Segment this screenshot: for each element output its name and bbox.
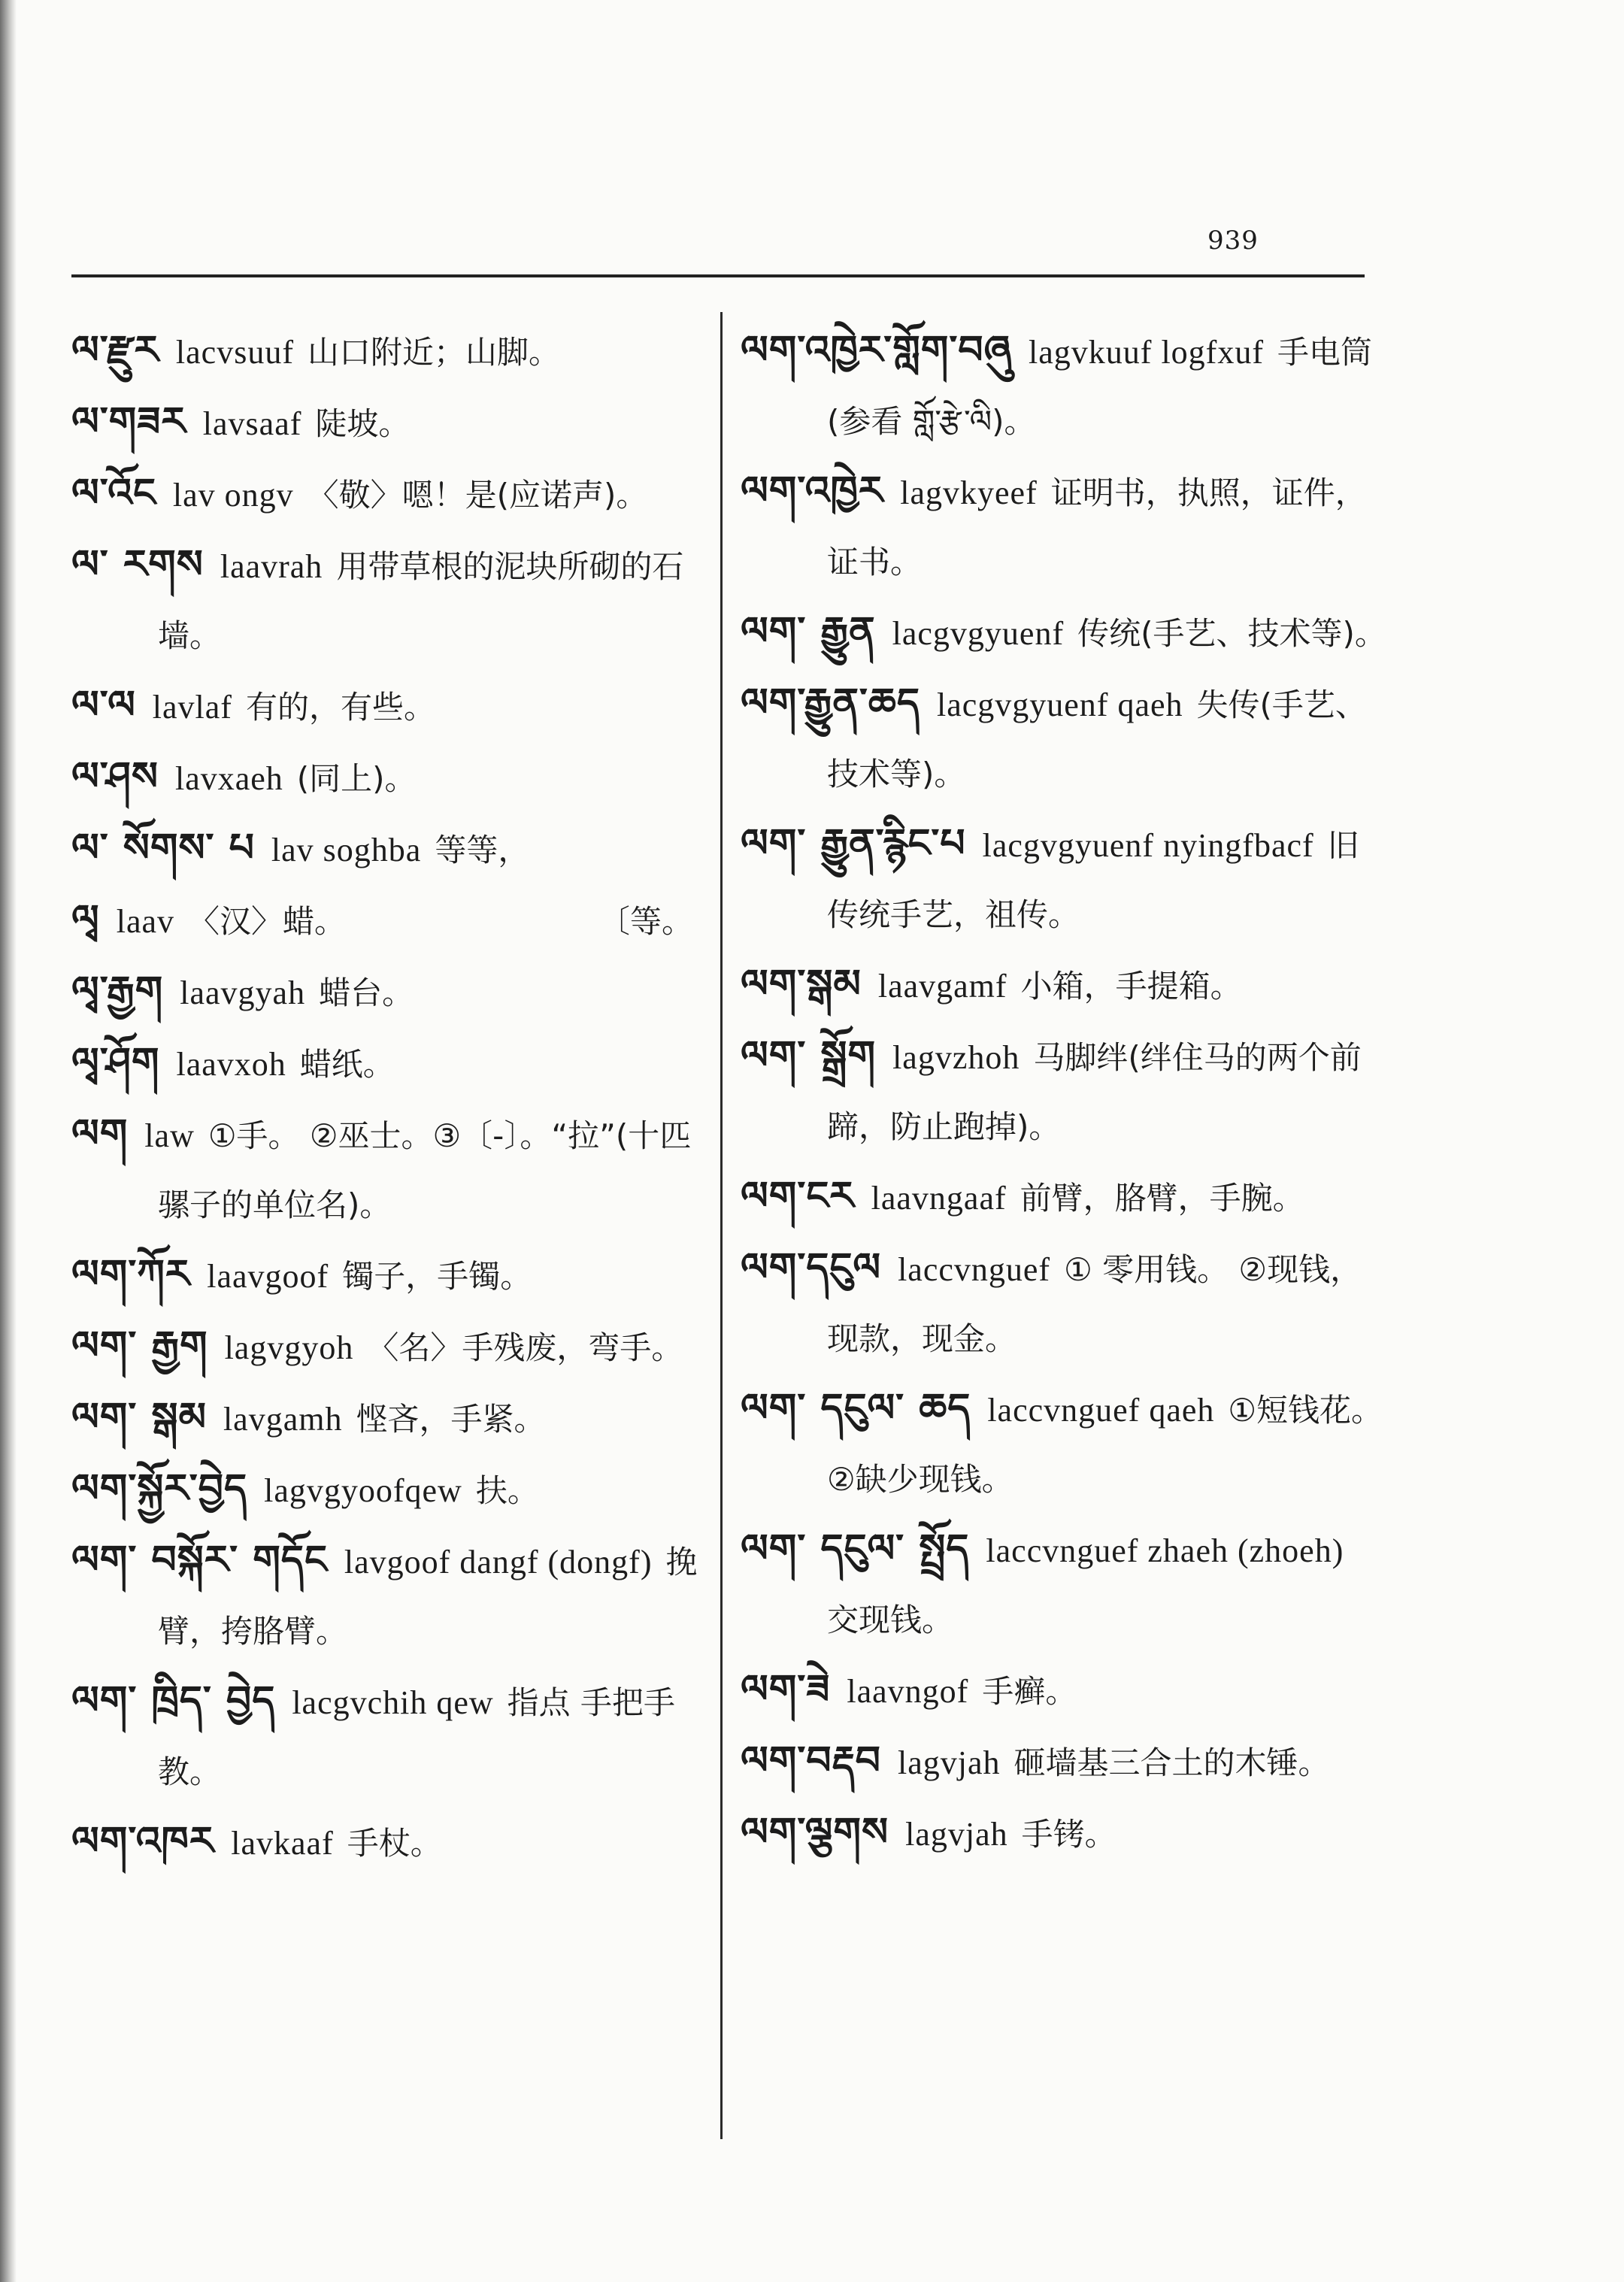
- dictionary-entry: [71, 316, 707, 387]
- headword-tibetan: ལྭ: [71, 897, 100, 942]
- gloss-chinese: 陡坡。: [315, 405, 411, 442]
- gloss-chinese: 砸墙基三合土的木锤。: [1013, 1744, 1330, 1781]
- headword-tibetan: ལག་རྒྱུན་ཆད: [741, 680, 920, 726]
- dictionary-entry: [71, 1807, 707, 1878]
- transliteration: laavngaaf: [871, 1180, 1007, 1217]
- gloss-chinese: ① 零用钱。 ②现钱，现款，现金。: [827, 1251, 1362, 1357]
- dictionary-entry: [741, 1726, 1387, 1798]
- gloss-chinese: (同上)。: [296, 760, 417, 797]
- transliteration: lav ongv: [172, 477, 294, 514]
- headword-tibetan: ལ་ སོགས་ པ: [71, 826, 255, 871]
- dictionary-entry: [741, 950, 1387, 1021]
- headword-tibetan: ལག་ བསྐོར་ གདོང: [71, 1538, 328, 1583]
- dictionary-entry: [741, 456, 1387, 597]
- headword-tibetan: ལག་འཁྱེར་གློག་བཞུ: [741, 328, 1013, 373]
- dictionary-entry: [741, 1233, 1387, 1374]
- right-column: [741, 316, 1404, 1869]
- gloss-chinese: 手铐。: [1021, 1816, 1116, 1853]
- transliteration: lagvgyoofqew: [264, 1472, 462, 1509]
- transliteration: laavrah: [220, 548, 323, 585]
- gloss-chinese: 镯子，手镯。: [342, 1258, 532, 1295]
- transliteration: laavngof: [847, 1673, 969, 1710]
- headword-tibetan: ལག་འཁྱེར: [741, 468, 884, 514]
- headword-tibetan: ལག་ཟེ: [741, 1667, 831, 1712]
- dictionary-entry: [71, 459, 707, 530]
- gloss-chinese: 传统(手艺、技术等)。: [1077, 615, 1386, 652]
- transliteration: lacgvgyuenf qaeh: [936, 686, 1183, 723]
- headword-tibetan: ལག་ རྒྱུན: [741, 609, 876, 654]
- dictionary-entry: [71, 885, 707, 956]
- transliteration: lavgoof dangf (dongf): [344, 1544, 653, 1580]
- gloss-chinese: 挽臂，挎胳臂。: [158, 1544, 698, 1650]
- transliteration: lagvzhoh: [892, 1039, 1020, 1076]
- transliteration: lacvsuuf: [175, 334, 294, 371]
- headword-tibetan: ལྭ་ཤོག: [71, 1040, 160, 1085]
- transliteration: lavxaeh: [174, 760, 283, 797]
- dictionary-entry: [741, 1162, 1387, 1233]
- headword-tibetan: ལ་ལ: [71, 683, 136, 728]
- dictionary-entry: [71, 1028, 707, 1099]
- transliteration: lagvkyeef: [900, 474, 1038, 511]
- dictionary-entry: [71, 742, 707, 814]
- gloss-chinese: ①短钱花。 ②缺少现钱。: [827, 1392, 1383, 1498]
- transliteration: law: [144, 1117, 195, 1154]
- dictionary-entry: [741, 597, 1387, 668]
- dictionary-entry: [741, 316, 1404, 456]
- left-column: [71, 316, 707, 1878]
- gloss-chinese: 有的，有些。: [245, 689, 435, 726]
- dictionary-entry: [741, 1655, 1387, 1726]
- column-divider: [720, 312, 723, 2139]
- gloss-chinese: 〈敬〉嗯！是(应诺声)。: [307, 477, 648, 514]
- dictionary-entry: [71, 1383, 707, 1454]
- page-number: 939: [1207, 226, 1259, 256]
- gloss-chinese: 马脚绊(绊住马的两个前蹄，防止跑掉)。: [827, 1039, 1362, 1145]
- dictionary-entry: [71, 1099, 707, 1240]
- transliteration: laavgamf: [877, 968, 1007, 1005]
- gloss-chinese: 手杖。: [347, 1825, 442, 1862]
- headword-tibetan: ལག་ སྒྲོག: [741, 1033, 877, 1078]
- transliteration: lagvjah: [905, 1816, 1008, 1853]
- transliteration: lacgvgyuenf: [892, 615, 1065, 652]
- gloss-chinese: 失传(手艺、技术等)。: [827, 686, 1367, 792]
- gloss-chinese: 用带草根的泥块所砌的石墙。: [158, 548, 684, 654]
- headword-tibetan: ལག་ དངུལ་ ཆད: [741, 1386, 971, 1431]
- dictionary-entry: [71, 1311, 707, 1383]
- gloss-chinese: 〈汉〉蜡。 〔等。: [188, 903, 694, 940]
- transliteration: lagvgyoh: [224, 1329, 354, 1366]
- transliteration: lavkaaf: [231, 1825, 334, 1862]
- gloss-chinese: 旧传统手艺，祖传。: [827, 827, 1359, 933]
- gloss-chinese: 蜡纸。: [299, 1046, 395, 1083]
- headword-tibetan: ལྭ་རྒྱག: [71, 968, 164, 1014]
- headword-tibetan: ལག་ རྒྱུན་རྙིང་པ: [741, 821, 966, 866]
- headword-tibetan: ལ་རྫུར: [71, 328, 159, 373]
- dictionary-entry: [741, 668, 1387, 809]
- headword-tibetan: ལག་སྒམ: [741, 962, 862, 1007]
- gloss-chinese: 手电筒 (参看 གློ་རྩེ་ལི)。: [827, 334, 1404, 440]
- headword-tibetan: ལག: [71, 1111, 129, 1156]
- headword-tibetan: ལག་ རྒྱག: [71, 1323, 208, 1368]
- gloss-chinese: 小箱，手提箱。: [1020, 968, 1242, 1005]
- headword-tibetan: ལ་ཤས: [71, 754, 159, 799]
- gloss-chinese: 交现钱。: [827, 1602, 954, 1638]
- transliteration: lacgvgyuenf nyingfbacf: [982, 827, 1314, 864]
- gloss-chinese: 蜡台。: [319, 974, 414, 1011]
- gloss-chinese: 等等，: [435, 832, 530, 868]
- transliteration: lavsaaf: [202, 405, 302, 442]
- transliteration: laccvnguef qaeh: [987, 1392, 1215, 1429]
- headword-tibetan: ལ་འོང: [71, 471, 156, 516]
- gloss-chinese: 山口附近；山脚。: [307, 334, 560, 371]
- transliteration: laavxoh: [176, 1046, 286, 1083]
- dictionary-entry: [741, 809, 1387, 950]
- headword-tibetan: ལག་བརྡབ: [741, 1738, 882, 1783]
- headword-tibetan: ལག་ སྒམ: [71, 1395, 207, 1440]
- headword-tibetan: ལ་གཟར: [71, 399, 186, 444]
- transliteration: lav soghba: [271, 832, 422, 868]
- transliteration: laav: [116, 903, 175, 940]
- transliteration: laccvnguef zhaeh (zhoeh): [986, 1532, 1344, 1569]
- headword-tibetan: ལག་ཀོར: [71, 1252, 191, 1297]
- gloss-chinese: 手癣。: [982, 1673, 1077, 1710]
- dictionary-entry: [741, 1374, 1387, 1514]
- gloss-chinese: 〈名〉手残废，弯手。: [367, 1329, 683, 1366]
- transliteration: laccvnguef: [898, 1251, 1051, 1288]
- header-rule: [71, 274, 1365, 277]
- headword-tibetan: ལག་ དངུལ་ སྤྲོད: [741, 1526, 970, 1571]
- headword-tibetan: ལག་སྐྱོར་བྱེད: [71, 1466, 248, 1511]
- transliteration: laavgyah: [180, 974, 306, 1011]
- dictionary-entry: [71, 1454, 707, 1526]
- headword-tibetan: ལག་དངུལ: [741, 1245, 882, 1290]
- transliteration: lacgvchih qew: [292, 1684, 494, 1721]
- dictionary-entry: [71, 387, 707, 459]
- gloss-chinese: 证明书，执照，证件，证书。: [827, 474, 1367, 580]
- dictionary-entry: [71, 814, 707, 885]
- dictionary-entry: [71, 1240, 707, 1311]
- dictionary-entry: [71, 1526, 707, 1666]
- gloss-chinese: 前臂，胳臂，手腕。: [1020, 1180, 1304, 1217]
- dictionary-entry: [71, 1666, 707, 1807]
- gloss-chinese: 扶。: [475, 1472, 539, 1509]
- dictionary-entry: [741, 1798, 1387, 1869]
- headword-tibetan: ལག་ ཁྲིད་ བྱེད: [71, 1678, 276, 1723]
- transliteration: lagvjah: [898, 1744, 1001, 1781]
- dictionary-entry: [741, 1514, 1387, 1655]
- headword-tibetan: ལག་ངར: [741, 1174, 855, 1219]
- transliteration: laavgoof: [207, 1258, 329, 1295]
- gloss-chinese: 悭吝，手紧。: [356, 1401, 546, 1438]
- transliteration: lavgamh: [223, 1401, 343, 1438]
- dictionary-entry: [741, 1021, 1387, 1162]
- transliteration: lavlaf: [152, 689, 232, 726]
- headword-tibetan: ལ་ རགས: [71, 542, 204, 587]
- scan-edge-shadow: [0, 0, 17, 2282]
- dictionary-entry: [71, 956, 707, 1028]
- gloss-chinese: ①手。 ②巫士。③〔-〕。“拉”(十匹骡子的单位名)。: [158, 1117, 692, 1223]
- dictionary-entry: [71, 530, 707, 671]
- gloss-chinese: 指点 手把手教。: [158, 1684, 676, 1790]
- transliteration: lagvkuuf logfxuf: [1029, 334, 1264, 371]
- headword-tibetan: ལག་འཁར: [71, 1819, 215, 1864]
- dictionary-entry: [71, 671, 707, 742]
- headword-tibetan: ལག་ལྕགས: [741, 1810, 889, 1855]
